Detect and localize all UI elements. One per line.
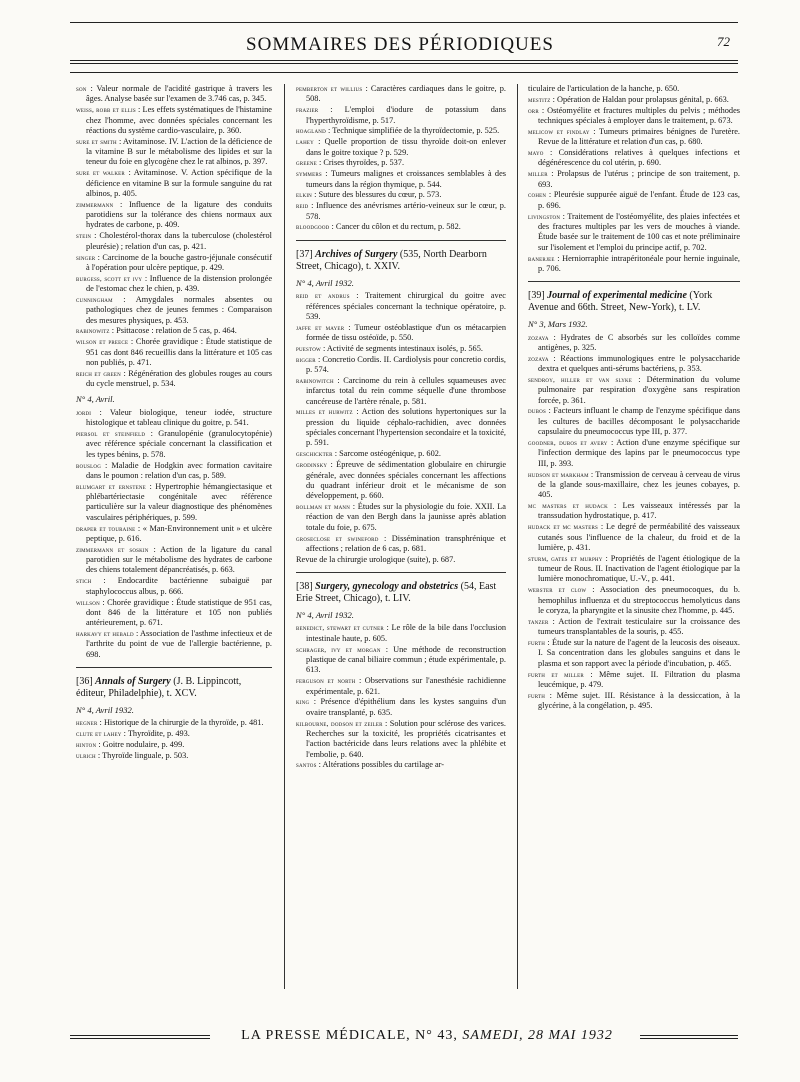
entries-col1-a (76, 84, 272, 389)
abstract-entry (528, 84, 740, 94)
entry-text: : Valeur normale de l'acidité gastrique à travers les âges. Analyse basée sur l'examen de 3.746 cas, p. 345. (86, 84, 272, 104)
footer-journal: LA PRESSE MÉDICALE, N° 43, (241, 1028, 463, 1043)
abstract-entry (296, 137, 506, 158)
column-separator (517, 84, 518, 989)
abstract-entry (76, 751, 272, 761)
entry-text: : Cholestérol-thorax dans la tuberculose (cholestérol pleurésie) ; relation d'un cas, p. 421. (86, 231, 272, 251)
abstract-entry (528, 95, 740, 105)
entry-text: : Présence d'épithélium dans les kystes sanguins d'un ovaire transplanté, p. 635. (306, 697, 506, 717)
entry-text: : Étude sur la nature de l'agent de la leucosis des oiseaux. I. Sa concentration dans les globules sanguins et dans le plasma et son rapport avec la période d'incubation, p. 465. (538, 638, 740, 668)
entry-author: son (76, 85, 87, 93)
entries-col3-39 (528, 333, 740, 712)
abstract-entry (296, 126, 506, 136)
entry-author: elkin (296, 191, 312, 200)
entry-text: : Association de l'asthme infectieux et de l'arthrite du point de vue de l'allergie bactérienne, p. 698. (86, 629, 273, 659)
entry-author: reid et andrus (296, 292, 350, 301)
entry-text: : Études sur la physiologie du foie. XXII. La réaction de van den Bergh dans la jaunisse après ablation totale du foie, p. 675. (306, 502, 506, 532)
abstract-entry (296, 355, 506, 376)
entry-text: : Même sujet. III. Résistance à la dessiccation, à la glycérine, à la congélation, p. 495. (538, 690, 740, 711)
entry-text: : Altérations possibles du cartilage ar- (316, 760, 445, 770)
entry-text: ticulaire de l'articulation de la hanche, p. 650. (528, 84, 680, 93)
entry-author: mestitz (528, 95, 551, 104)
entry-author: grodinsky (296, 461, 328, 470)
entry-text: : Les effets systématiques de l'histamine chez l'homme, avec données spéciales concernant les réactions du système cardio-vasculaire, p. 360. (86, 105, 272, 135)
entry-author: reich et green (76, 369, 121, 378)
entries-col1-36 (76, 718, 272, 761)
abstract-entry (528, 670, 740, 691)
abstract-entry (296, 169, 506, 190)
abstract-entry (76, 576, 272, 597)
journal-publisher: (J. B. Lippincott, éditeur, Philadelphie), t. XCV. (76, 676, 242, 700)
entry-author: symmers (296, 170, 322, 179)
entry-author: banerjee (528, 254, 555, 263)
entry-text: : Herniorraphie intrapéritonéale pour hernie inguinale, p. 706. (538, 253, 740, 273)
abstract-entry (528, 522, 740, 553)
column-left (76, 84, 272, 762)
abstract-entry (528, 148, 740, 169)
issue-heading: N° 4, Avril 1932. (296, 277, 354, 288)
journal-number: [39] (528, 290, 548, 302)
journal-publisher: (54, East Erie Street, Chicago), t. LIV. (296, 581, 497, 605)
entry-author: weiss, robb et ellis (76, 106, 136, 115)
entry-author: cunningham (76, 295, 113, 304)
issue-heading: N° 4, Avril 1932. (296, 610, 354, 621)
entry-author: ferguson et north (296, 677, 356, 686)
entry-text: : Avitaminose. IV. L'action de la déficience de la vitamine B sur le métabolisme des lipides et sur la teneur du foie en glycogène chez le rat albinos, p. 397. (86, 136, 272, 167)
header-rule (70, 72, 738, 73)
entry-author: harkavy et hebald (76, 630, 134, 639)
entry-author: lahey (296, 138, 314, 147)
top-rule (70, 22, 738, 23)
entry-author: livingston (528, 212, 561, 221)
abstract-entry (76, 629, 272, 660)
column-separator (284, 84, 285, 989)
abstract-entry (76, 729, 272, 739)
abstract-entry (296, 676, 506, 697)
entry-author: santos (296, 761, 317, 770)
entry-text: : Considérations relatives à quelques infections et dégénérescence du col utérin, p. 690. (538, 148, 740, 168)
column-middle (296, 84, 506, 771)
abstract-entry (296, 460, 506, 501)
entry-author: jordi (76, 408, 92, 417)
abstract-entry (296, 719, 506, 760)
issue-heading: N° 3, Mars 1932. (528, 319, 588, 330)
abstract-entry (76, 524, 272, 545)
section-divider (528, 281, 740, 282)
entry-text: : Tumeurs malignes et croissances semblables à des tumeurs dans la région thymique, p. 544. (306, 169, 506, 189)
abstract-entry (76, 337, 272, 368)
entry-text: : Transmission de cerveau à cerveau de virus de la glande sous-maxillaire, chez les jeunes cobayes, p. 405. (538, 469, 740, 500)
journal-name: Surgery, gynecology and obstetrics (315, 581, 459, 593)
abstract-entry (528, 406, 740, 437)
entry-text: : Chorée gravidique : Étude statistique de 951 cas dont 846 recueillis dans la littérature et 105 cas non publiés, p. 471. (86, 337, 272, 367)
entry-text: : Carcinome de la bouche gastro-jéjunale consécutif à l'opération pour ulcère peptique, p. 429. (86, 252, 272, 272)
entry-author: melicow et findlay (528, 127, 590, 136)
abstract-entry (296, 84, 506, 105)
entry-author: pemberton et willius (296, 85, 363, 93)
section-divider (76, 667, 272, 668)
column-right (528, 84, 740, 712)
entry-author: tanzer (528, 617, 549, 626)
abstract-entry (76, 200, 272, 231)
entry-author: blumgart et ernstene (76, 482, 146, 491)
abstract-entry (528, 375, 740, 406)
abstract-entry (76, 408, 272, 429)
entry-text: : Caractères cardiaques dans le goitre, p. 508. (306, 84, 506, 104)
entry-author: jaffe et mayer (296, 323, 345, 332)
abstract-entry (76, 429, 272, 460)
entry-author: sure et smith (76, 137, 117, 146)
entry-author: rabinowitz (76, 327, 110, 336)
entry-text: : Traitement chirurgical du goitre avec références spéciales concernant la technique opératoire, p. 539. (306, 291, 506, 321)
abstract-entry (528, 438, 740, 469)
abstract-entry (76, 231, 272, 252)
abstract-entry (76, 545, 272, 576)
entry-text: : Crises thyroïdes, p. 537. (316, 158, 405, 168)
entry-author: groseclose et swineford (296, 534, 379, 543)
entry-text: : Endocardite bactérienne subaiguë par staphylococcus albus, p. 666. (86, 576, 272, 596)
abstract-entry (76, 295, 272, 326)
abstract-entry (296, 407, 506, 448)
entry-author: webster et clow (528, 586, 587, 595)
entry-author: mayo (528, 149, 544, 158)
abstract-entry (528, 691, 740, 712)
entries-col2-a (296, 84, 506, 233)
entry-author: frazier (296, 106, 319, 115)
entry-text: : Une méthode de reconstruction plastique de canal biliaire commun ; étude expérimentale, p. 613. (306, 644, 507, 675)
entry-text: : Opération de Haldan pour prolapsus génital, p. 663. (550, 94, 729, 104)
entry-text: : Action des solutions hypertoniques sur la pression du liquide céphalo-rachidien, avec données spéciales concernant l'hypertension secondaire et la toxicité, p. 591. (306, 407, 506, 448)
entry-text: : Propriétés de l'agent étiologique de la tumeur de Rous. II. Inactivation de l'agent étiologique par la lumière monochromatique, U.-V., p. 441. (538, 553, 740, 584)
abstract-entry (528, 554, 740, 585)
entry-text: : Thyroïde linguale, p. 503. (95, 750, 189, 760)
entry-text: : Action d'une enzyme spécifique sur l'infection dermique des lapins par le pneumococcus type III, p. 393. (538, 437, 741, 468)
abstract-entry (528, 617, 740, 638)
entry-author: mc masters et hudack (528, 502, 608, 511)
entry-author: piersol et steinfield (76, 430, 146, 438)
journal-heading-38 (296, 581, 506, 605)
entry-author: sure et walker (76, 169, 125, 178)
abstract-entry (76, 369, 272, 390)
entry-author: dubos (528, 407, 546, 416)
entry-author: furth (528, 639, 546, 647)
journal-heading-37 (296, 249, 506, 273)
journal-number: [36] (76, 676, 96, 688)
abstract-entry (76, 253, 272, 274)
footer-rule-left (70, 1035, 210, 1039)
entry-text: : Historique de la chirurgie de la thyroïde, p. 481. (97, 718, 264, 728)
footer-rule-right (640, 1035, 738, 1039)
abstract-entry (76, 137, 272, 168)
entry-author: hudson et markham (528, 470, 589, 479)
abstract-entry (76, 84, 272, 105)
abstract-entry (296, 449, 506, 459)
entry-author: orr (528, 106, 539, 115)
entry-author: king (296, 698, 310, 707)
entry-author: geschickter (296, 450, 333, 459)
abstract-entry (528, 354, 740, 375)
entry-text: : Chorée gravidique : Étude statistique de 951 cas, dont 846 de la littérature et 105 non publiés antérieurement, p. 671. (86, 597, 272, 628)
abstract-entry (76, 461, 272, 482)
journal-number: [37] (296, 248, 316, 260)
abstract-entry (296, 623, 506, 644)
entry-text: : Les vaisseaux intéressés par la transsudation hydrostatique, p. 417. (538, 501, 741, 521)
entry-text: : Facteurs influant le champ de l'enzyme spécifique dans les cultures de bacilles décomposant le polysaccharide capsulaire du pneumococcus type III, p. 377. (538, 406, 740, 437)
entry-text: : Tumeur ostéoblastique d'un os métacarpien formée de tissu ostéoïde, p. 550. (306, 322, 506, 343)
entry-author: goodner, dubos et avery (528, 438, 608, 447)
entry-text: Revue de la chirurgie urologique (suite), p. 687. (296, 554, 456, 564)
entry-author: burgess, scott et ivy (76, 274, 143, 283)
entry-text: : Influence de la ligature des conduits parotidiens sur la tolérance des chiens normaux aux hydrates de carbone, p. 409. (86, 199, 272, 230)
entry-text: : Ostéomyélite et fractures multiples du pelvis ; méthodes techniques spéciales à employer dans le traitement, p. 673. (538, 105, 740, 126)
abstract-entry (296, 697, 506, 718)
abstract-entry (528, 333, 740, 354)
journal-heading-39 (528, 290, 740, 314)
page-title: SOMMAIRES DES PÉRIODIQUES (246, 34, 554, 55)
abstract-entry (76, 740, 272, 750)
entry-text: : Le rôle de la bile dans l'occlusion intestinale haute, p. 605. (306, 623, 507, 643)
entry-text: : Goitre nodulaire, p. 499. (96, 740, 185, 750)
entry-text: : Hydrates de C absorbés sur les colloïdes comme antigènes, p. 325. (538, 332, 740, 352)
entry-text: : Régénération des globules rouges au cours du cycle menstruel, p. 534. (86, 368, 272, 389)
entry-text: : Pleurésie suppurée aiguë de l'enfant. Étude de 123 cas, p. 696. (538, 190, 740, 210)
entry-author: ulrich (76, 751, 96, 760)
section-divider (296, 572, 506, 573)
abstract-entry (296, 344, 506, 354)
entry-author: clute et lahey (76, 730, 122, 739)
entry-text: : « Man-Environnement unit » et ulcère peptique, p. 616. (86, 523, 272, 543)
entry-text: : Concretio Cordis. II. Cardiolysis pour concretio cordis, p. 574. (306, 354, 506, 375)
entry-text: : L'emploi d'iodure de potassium dans l'hyperthyroïdisme, p. 517. (306, 105, 506, 125)
abstract-entry (76, 482, 272, 523)
entry-text: : Thyroïdite, p. 493. (121, 729, 190, 739)
abstract-entry (76, 326, 272, 336)
entry-author: hoagland (296, 127, 326, 136)
entry-author: rabinowitch (296, 376, 334, 385)
abstract-entry (296, 323, 506, 344)
abstract-entry (76, 274, 272, 295)
entry-text: : Granulopénie (granulocytopénie) avec référence spéciale concernant la classification et les types bénins, p. 578. (86, 429, 272, 459)
entry-author: bouslog (76, 461, 102, 470)
abstract-entry (76, 168, 272, 199)
entry-author: sturm, gates et murphy (528, 554, 603, 563)
entry-text: : Prolapsus de l'utérus ; principe de son traitement, p. 693. (538, 169, 740, 189)
entry-text: : Action de la ligature du canal parotidien sur le métabolisme des hydrates de carbone des chiens totalement dépancréatisés, p. 663. (86, 544, 272, 575)
entries-col2-37 (296, 291, 506, 565)
abstract-entry (296, 222, 506, 232)
abstract-entry (76, 105, 272, 136)
abstract-entry (296, 376, 506, 407)
footer-date: SAMEDI, 28 MAI 1932 (462, 1028, 613, 1043)
entry-text: : Amygdales normales absentes ou pathologiques chez de jeunes femmes : Comparaison des mesures physiques, p. 453. (86, 294, 272, 325)
abstract-entry (528, 127, 740, 148)
entry-author: greene (296, 159, 317, 168)
abstract-entry (528, 190, 740, 211)
entries-col2-38 (296, 623, 506, 770)
abstract-entry (528, 501, 740, 522)
entry-author: bollman et mann (296, 503, 351, 512)
entry-text: : Technique simplifiée de la thyroïdectomie, p. 525. (325, 126, 500, 136)
abstract-entry (528, 169, 740, 190)
entry-author: hegner (76, 719, 98, 728)
abstract-entry (296, 645, 506, 676)
entries-col3-a (528, 84, 740, 274)
entry-author: schrager, ivy et morgan (296, 645, 381, 654)
entry-text: : Avitaminose. V. Action spécifique de la déficience en vitamine B sur la formule sanguine du rat albinos, p. 405. (86, 168, 272, 198)
abstract-entry (528, 470, 740, 501)
abstract-entry (296, 555, 506, 565)
abstract-entry (76, 718, 272, 728)
entry-author: zimmermann (76, 200, 114, 209)
entry-author: zozaya (528, 354, 549, 363)
header-double-rule (70, 60, 738, 64)
journal-heading-36 (76, 676, 272, 700)
entry-text: : Réactions immunologiques entre le polysaccharide dextra et quelques anti-sérums bactériens, p. 353. (538, 353, 740, 374)
entry-author: wilson et preece (76, 338, 129, 347)
abstract-entry (528, 254, 740, 275)
abstract-entry (528, 106, 740, 127)
entry-author: miller (528, 170, 548, 179)
entry-text: : Action de l'extrait testiculaire sur la croissance des tumeurs transplantables de la souris, p. 455. (538, 616, 740, 637)
entry-text: : Psittacose : relation de 5 cas, p. 464. (109, 326, 237, 336)
entry-text: : Solution pour sclérose des varices. Recherches sur la toxicité, les propriétés cicatrisantes et l'action bactéricide dans leurs relations avec la phlébite et l'embolie, p. 640. (306, 718, 506, 759)
journal-name: Archives of Surgery (315, 248, 398, 260)
page-footer (222, 1028, 632, 1044)
issue-heading: N° 4, Avril. (76, 394, 115, 405)
entry-text: : Influence des anévrismes artério-veineux sur le cœur, p. 578. (306, 201, 506, 221)
entry-author: bloodgood (296, 223, 330, 232)
journal-name: Journal of experimental medicine (547, 290, 687, 302)
journal-publisher: (York Avenue and 66th. Street, New-York), t. LV. (528, 290, 713, 314)
entries-col1-b (76, 408, 272, 660)
entry-author: reid (296, 202, 309, 211)
entry-author: sendroy, hiller et van slyke (528, 375, 633, 384)
journal-publisher: (535, North Dearborn Street, Chicago), t. XXIV. (296, 248, 487, 272)
entry-author: milles et hurwitz (296, 408, 353, 417)
abstract-entry (296, 502, 506, 533)
entry-text: : Suture des blessures du cœur, p. 573. (312, 190, 442, 200)
entry-text: : Dissémination transphrénique et affections ; relation de 6 cas, p. 681. (306, 533, 507, 553)
entry-text: : Sarcome ostéogénique, p. 602. (332, 449, 441, 459)
entry-text: : Association des pneumocoques, du b. hemophilus influenza et du streptococcus hemolyticus dans le coryza, la pharyngite et la sinusite chez l'homme, p. 445. (538, 585, 740, 615)
entry-text: : Cancer du côlon et du rectum, p. 582. (329, 222, 461, 232)
entry-text: : Hypertrophie hémangiectasique et phlébartériectasie congénitale avec référence particulière sur la valeur diagnostique des phénomènes vasculaires périphériques, p. 599. (86, 481, 272, 522)
entry-text: : Détermination du volume pulmonaire par respiration d'oxygène sans respiration forcée, p. 361. (538, 374, 740, 405)
abstract-entry (528, 585, 740, 616)
entry-author: willson (76, 598, 100, 607)
abstract-entry (296, 760, 506, 770)
abstract-entry (296, 190, 506, 200)
entry-text: : Maladie de Hodgkin avec formation cavitaire dans le poumon : relation d'un cas, p. 589. (86, 460, 272, 480)
entry-author: stich (76, 577, 92, 586)
entry-author: zozaya (528, 333, 549, 342)
entry-author: hinton (76, 741, 97, 750)
abstract-entry (296, 105, 506, 126)
entry-text: : Carcinome du rein à cellules squameuses avec infarctus total du rein comme séquelle d'une thrombose cancéreuse de l'artère rénale, p. 581. (306, 375, 506, 406)
abstract-entry (296, 291, 506, 322)
entry-author: benedict, stewart et cutner (296, 624, 384, 633)
entry-author: draper et touraine (76, 524, 136, 533)
section-divider (296, 240, 506, 241)
abstract-entry (528, 212, 740, 253)
entry-author: furth et miller (528, 670, 584, 679)
entry-author: hudack et mc masters (528, 523, 599, 532)
page-number: 72 (717, 34, 730, 49)
journal-number: [38] (296, 581, 316, 593)
entry-author: furth (528, 691, 546, 700)
entry-text: : Valeur biologique, teneur iodée, structure histologique et tableau clinique du goitre, p. 541. (86, 407, 272, 428)
entry-text: : Observations sur l'anesthésie rachidienne expérimentale, p. 621. (306, 676, 506, 696)
entry-author: stein (76, 232, 92, 241)
abstract-entry (76, 598, 272, 629)
entry-text: : Influence de la distension prolongée de l'estomac chez le chien, p. 439. (86, 273, 272, 294)
entry-author: zimmermann et soskin (76, 545, 149, 554)
entry-text: : Épreuve de sédimentation globulaire en chirurgie générale, avec données spéciales concernant les affections du quadrant inférieur droit et le mécanisme de son développement, p. 660. (306, 460, 506, 501)
journal-name: Annals of Surgery (95, 676, 171, 688)
entry-author: singer (76, 253, 96, 262)
entry-text: : Tumeurs primaires bénignes de l'uretère. Revue de la littérature et relation d'un cas, p. 680. (538, 126, 741, 147)
entry-text: : Même sujet. II. Filtration du plasma leucémique, p. 479. (538, 669, 740, 689)
abstract-entry (296, 534, 506, 555)
abstract-entry (296, 158, 506, 168)
abstract-entry (296, 201, 506, 222)
issue-heading: N° 4, Avril 1932. (76, 705, 134, 716)
entry-text: : Activité de segments intestinaux isolés, p. 565. (320, 343, 483, 353)
entry-text: : Le degré de perméabilité des vaisseaux cutanés sous l'influence de la chaleur, du froid et de la lumière, p. 431. (538, 522, 740, 552)
abstract-entry (528, 638, 740, 669)
entry-author: bigger (296, 355, 316, 364)
entry-author: kilbourne, dodson et zeiler (296, 719, 383, 728)
entry-author: cohen (528, 191, 547, 200)
entry-text: : Quelle proportion de tissu thyroïde doit-on enlever dans le goitre toxique ? p. 529. (306, 137, 506, 157)
entry-text: : Traitement de l'ostéomyélite, des plaies infectées et des fractures multiples par les vers de mouches à viande. Étude basée sur le traitement de 100 cas et note préliminaire sur l'isolement et l'emploi du principe actif, p. 702. (538, 211, 740, 252)
entry-author: puestow (296, 344, 321, 353)
